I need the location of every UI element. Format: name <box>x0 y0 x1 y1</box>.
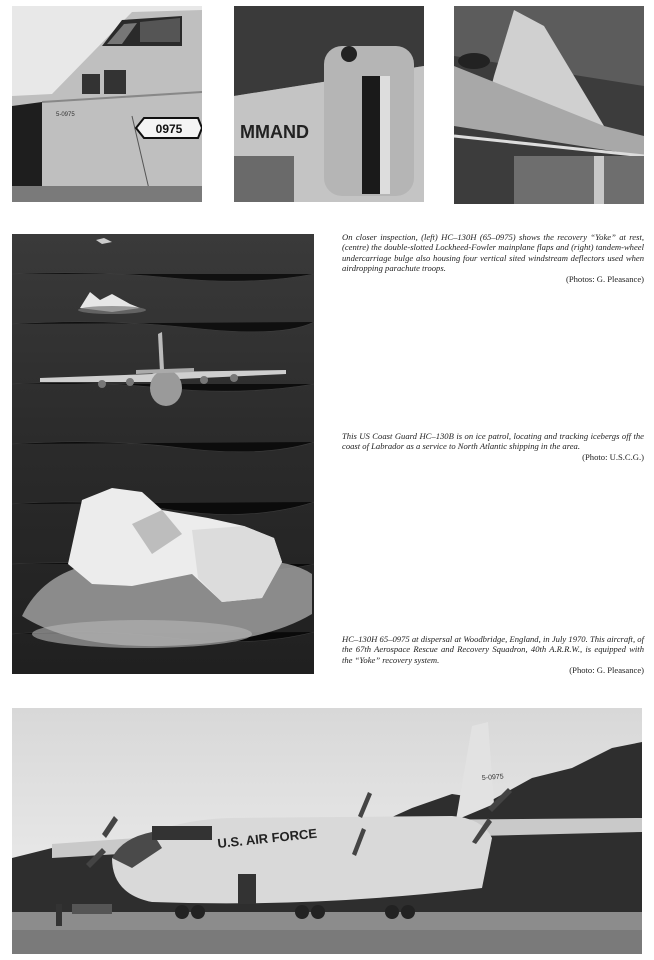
caption-ice-patrol-credit: (Photo: U.S.C.G.) <box>582 451 644 462</box>
photo-nose-closeup <box>12 6 202 202</box>
serial-marking: 0975 <box>155 122 183 136</box>
caption-woodbridge <box>342 634 644 676</box>
caption-ice-patrol-text: This US Coast Guard HC–130B is on ice patrol, locating and tracking icebergs off the coast of Labrador as a service to North Atlantic shipping in the area. <box>342 431 644 452</box>
us-air-force-marking: U.S. AIR FORCE <box>216 825 318 851</box>
photo-undercarriage-closeup <box>454 6 644 204</box>
caption-woodbridge-text: HC–130H 65–0975 at dispersal at Woodbridge, England, in July 1970. This aircraft, of the 67th Aerospace Rescue and Recovery Squadron, 40th A.R.R.W., is equipped with the “Yoke” recovery system. <box>342 634 644 665</box>
photo-ice-patrol <box>12 234 314 674</box>
caption-ice-patrol <box>342 431 644 462</box>
serial-plate <box>136 118 202 138</box>
command-marking: MMAND <box>240 122 309 142</box>
caption-woodbridge-credit: (Photo: G. Pleasance) <box>569 665 644 676</box>
tail-marking: 5-0975 <box>481 773 504 782</box>
photo-flap-closeup <box>234 6 424 202</box>
photo-woodbridge-dispersal <box>12 708 642 954</box>
caption-closeups-text: On closer inspection, (left) HC–130H (65–0975) shows the recovery “Yoke” at rest, (centre) the double-slotted Lockheed-Fowler mainplane flaps and (right) tandem-wheel undercarriage bulge also housing four vertical sited windstream deflectors used when airdropping parachute troops. <box>342 232 644 274</box>
caption-closeups-credit: (Photos: G. Pleasance) <box>565 273 644 284</box>
nose-side-marking: 5-0975 <box>56 112 75 118</box>
caption-closeups <box>342 232 644 284</box>
